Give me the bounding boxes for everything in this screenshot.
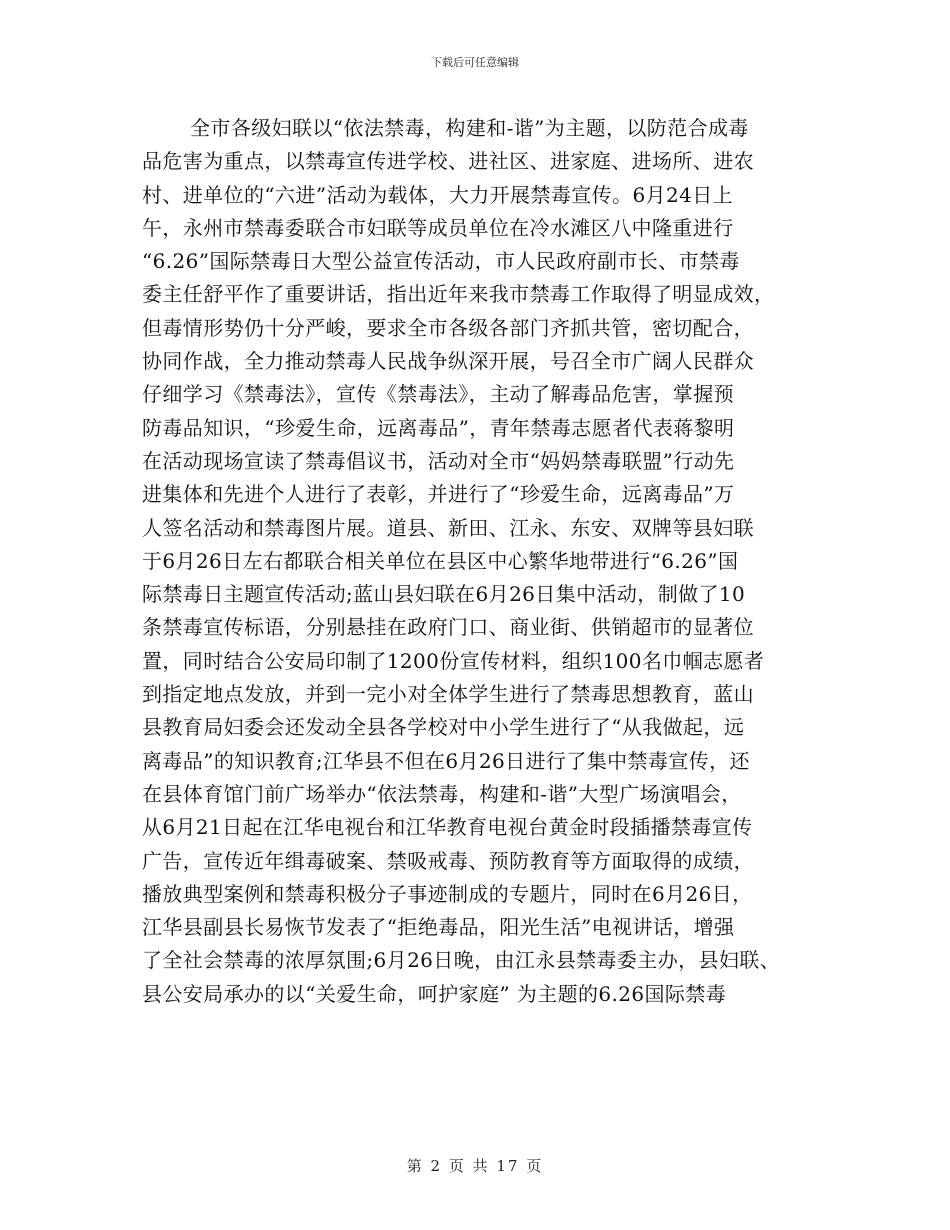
text-line: 进集体和先进个人进行了表彰，并进行了“珍爱生命，远离毒品”万 <box>142 482 735 507</box>
page-header-note: 下载后可任意编辑 <box>431 56 519 69</box>
text-line: 委主任舒平作了重要讲话，指出近年来我市禁毒工作取得了明显成效， <box>142 282 775 307</box>
text-line: 协同作战，全力推动禁毒人民战争纵深开展，号召全市广阔人民群众 <box>142 349 754 374</box>
text-line: 在县体育馆门前广场举办“依法禁毒，构建和-谐”大型广场演唱会， <box>142 781 742 806</box>
text-line: 广告，宣传近年缉毒破案、禁吸戒毒、预防教育等方面取得的成绩， <box>142 848 754 873</box>
text-line: 离毒品”的知识教育;江华县不但在6月26日进行了集中禁毒宣传，还 <box>142 748 750 773</box>
text-line: 仔细学习《禁毒法》，宣传《禁毒法》，主动了解毒品危害，掌握预 <box>142 382 734 407</box>
text-line: 全市各级妇联以“依法禁毒，构建和-谐”为主题，以防范合成毒 <box>190 116 749 140</box>
text-line: 从6月21日起在江华电视台和江华教育电视台黄金时段插播禁毒宣传 <box>142 815 753 840</box>
text-line: 播放典型案例和禁毒积极分子事迹制成的专题片，同时在6月26日， <box>142 881 753 906</box>
text-line: 人签名活动和禁毒图片展。道县、新田、江永、东安、双牌等县妇联 <box>142 515 754 540</box>
text-line: 际禁毒日主题宣传活动;蓝山县妇联在6月26日集中活动，制做了10 <box>142 582 746 607</box>
text-line: “6.26”国际禁毒日大型公益宣传活动，市人民政府副市长、市禁毒 <box>142 249 740 274</box>
text-line: 条禁毒宣传标语，分别悬挂在政府门口、商业街、供销超市的显著位 <box>142 615 754 640</box>
text-line: 品危害为重点，以禁毒宣传进学校、进社区、进家庭、进场所、进农 <box>142 149 754 174</box>
text-line: 置，同时结合公安局印制了1200份宣传材料，组织100名巾帼志愿者 <box>142 648 765 673</box>
text-line: 防毒品知识，“珍爱生命，远离毒品”，青年禁毒志愿者代表蒋黎明 <box>142 415 735 440</box>
text-line: 县教育局妇委会还发动全县各学校对中小学生进行了“从我做起，远 <box>142 715 745 740</box>
text-line: 江华县副县长易恢节发表了“拒绝毒品，阳光生活”电视讲话，增强 <box>142 915 735 940</box>
text-line: 于6月26日左右都联合相关单位在县区中心繁华地带进行“6.26”国 <box>142 548 739 573</box>
page-number-footer: 第 2 页 共 17 页 <box>406 1157 544 1175</box>
text-line: 到指定地点发放，并到一完小对全体学生进行了禁毒思想教育，蓝山 <box>142 682 754 707</box>
text-line: 但毒情形势仍十分严峻，要求全市各级各部门齐抓共管，密切配合， <box>142 315 754 340</box>
text-line: 在活动现场宣读了禁毒倡议书，活动对全市“妈妈禁毒联盟”行动先 <box>142 448 735 473</box>
body-paragraph <box>142 112 812 1011</box>
text-line: 县公安局承办的以“关爱生命，呵护家庭” 为主题的6.26国际禁毒 <box>142 981 727 1006</box>
text-line: 了全社会禁毒的浓厚氛围;6月26日晚，由江永县禁毒委主办，县妇联、 <box>142 948 781 973</box>
text-line: 村、进单位的“六进”活动为载体，大力开展禁毒宣传。6月24日上 <box>142 182 734 207</box>
text-line: 午，永州市禁毒委联合市妇联等成员单位在冷水滩区八中隆重进行 <box>142 215 734 240</box>
